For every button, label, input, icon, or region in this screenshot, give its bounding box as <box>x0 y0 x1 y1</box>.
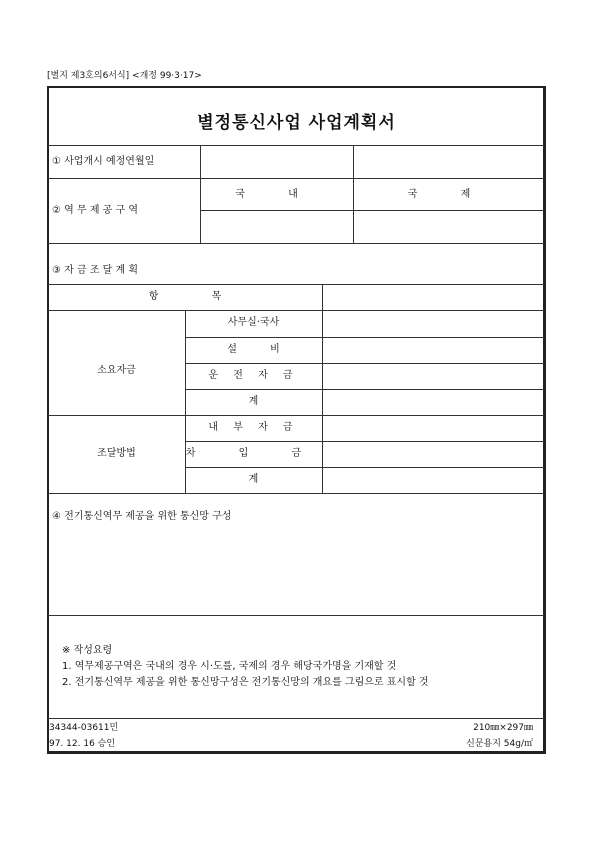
office-label: 사무실·국사 <box>227 317 280 328</box>
item-header: 항 목 <box>148 291 222 302</box>
item-value-field[interactable] <box>323 286 544 309</box>
divider <box>48 615 545 616</box>
facility-label: 설 비 <box>227 344 280 355</box>
divider <box>185 337 545 338</box>
divider <box>185 363 545 364</box>
notes-item: 1. 역무제공구역은 국내의 경우 시·도를, 국제의 경우 해당국가명을 기재할 것 <box>62 661 397 672</box>
domestic-field[interactable] <box>201 212 352 242</box>
funding-method-label: 조달방법 <box>97 448 136 459</box>
divider <box>48 415 545 416</box>
divider <box>185 467 545 468</box>
notes-item: 2. 전기통신역무 제공을 위한 통신망구성은 전기통신망의 개요를 그림으로 표시할 것 <box>62 677 429 688</box>
divider <box>48 310 545 311</box>
start-date-field-2[interactable] <box>354 147 544 177</box>
divider <box>48 718 545 719</box>
form-header-note: [별지 제3호의6서식] <개정 99·3·17> <box>47 71 202 81</box>
office-amount-field[interactable] <box>323 312 544 336</box>
form-number: 34344-03611민 <box>49 723 119 733</box>
divider <box>48 243 545 244</box>
start-date-label: ① 사업개시 예정연월일 <box>52 156 155 167</box>
international-header: 국 제 <box>407 189 491 200</box>
start-date-field[interactable] <box>201 147 352 177</box>
divider <box>185 389 545 390</box>
subtotal-amount-field[interactable] <box>323 391 544 414</box>
internal-amount-field[interactable] <box>323 417 544 440</box>
borrowing-amount-field[interactable] <box>323 443 544 466</box>
internal-funds-label: 내 부 자 금 <box>208 422 299 433</box>
network-config-label: ④ 전기통신역무 제공을 위한 통신망 구성 <box>52 511 232 522</box>
subtotal-amount-field-2[interactable] <box>323 469 544 492</box>
facility-amount-field[interactable] <box>323 339 544 362</box>
international-field[interactable] <box>354 212 544 242</box>
divider <box>48 284 545 285</box>
notes-heading: ※ 작성요령 <box>62 645 113 656</box>
required-funds-label: 소요자금 <box>97 365 136 376</box>
borrowing-label: 차 입 금 <box>185 448 322 459</box>
paper-size: 210㎜×297㎜ <box>473 723 533 733</box>
divider <box>200 210 545 211</box>
divider <box>48 493 545 494</box>
operating-amount-field[interactable] <box>323 365 544 388</box>
subtotal-label: 계 <box>248 474 259 485</box>
domestic-header: 국 내 <box>235 189 318 200</box>
page-title: 별정통신사업 사업계획서 <box>197 113 396 133</box>
operating-funds-label: 운 전 자 금 <box>208 370 299 381</box>
paper-spec: 신문용지 54g/㎡ <box>466 739 533 749</box>
divider <box>185 441 545 442</box>
funding-plan-label: ③ 자 금 조 달 계 획 <box>52 265 138 276</box>
subtotal-label: 계 <box>248 396 259 407</box>
divider <box>48 145 545 146</box>
approval-date: 97. 12. 16 승인 <box>49 739 116 749</box>
network-config-area[interactable] <box>49 528 544 614</box>
divider <box>48 178 545 179</box>
service-area-label: ② 역 무 제 공 구 역 <box>52 205 138 216</box>
